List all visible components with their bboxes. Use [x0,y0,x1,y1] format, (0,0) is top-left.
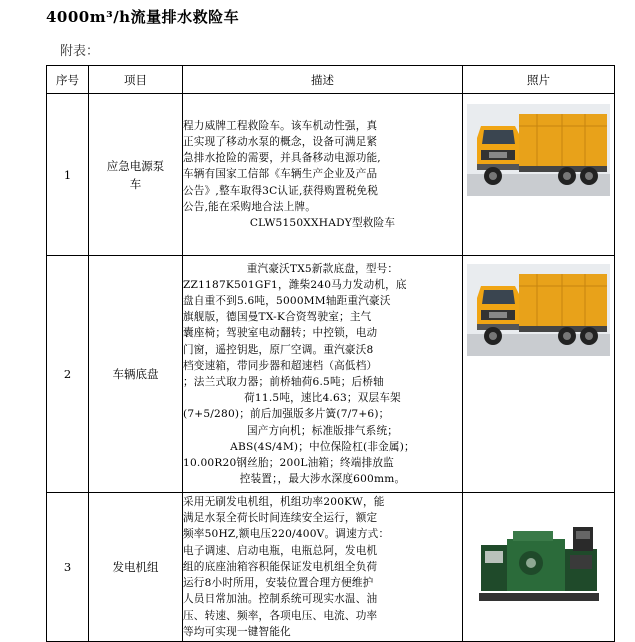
desc-line: 采用无刷发电机组，机组功率200KW，能 [183,496,385,509]
desc-line: 频率50HZ,额电压220/400V。调速方式： [183,528,390,541]
desc-line: 盘自重不到5.6吨，5000MM轴距重汽豪沃 [183,294,391,307]
table-row [47,256,615,493]
desc-line: 控装置；，最大涉水深度600mm。 [239,473,406,486]
row-index: 3 [47,493,89,642]
desc-line: 车辆有国家工信部《车辆生产企业及产品 [183,168,378,181]
desc-line: 程力威牌工程救险车。该车机动性强，真 [183,119,378,132]
header-item: 项目 [89,66,183,94]
table-row [47,493,615,642]
header-photo: 照片 [463,66,615,94]
desc-line: 运行8小时所用，安装位置合理方便维护 [183,577,374,590]
desc-line: 等均可实现一键智能化 [183,625,291,638]
desc-line: 人员日常加油。控制系统可现实水温、油 [183,593,378,606]
desc-line: 公告,能在采购地合法上牌。 [183,200,317,213]
desc-line: 囊座椅；驾驶室电动翻转；中控锁，电动 [183,327,378,340]
desc-line: ；法兰式取力器；前桥轴荷6.5吨；后桥轴 [183,376,384,388]
desc-line: CLW5150XXHADY型救险车 [249,217,396,229]
table-row [47,94,615,256]
desc-line: ABS(4S/4M)；中位保险杠(非金属)； [230,440,415,453]
truck-photo-icon [467,104,610,196]
row-item [89,94,183,256]
desc-line: 旗舰版，德国曼TX-K合资驾驶室；主气 [183,311,372,324]
table-header-row [47,66,615,94]
row-description [183,94,463,256]
attachment-label: 附表： [60,44,100,59]
desc-line: ZZ1187K501GF1，潍柴240马力发动机，底 [183,278,407,291]
row-index: 2 [47,256,89,493]
desc-line: 重汽豪沃TX5新款底盘，型号： [246,262,399,275]
spec-table [46,65,615,642]
desc-line: 压、转速、频率，各项电压、电流、功率 [183,609,378,622]
row-photo [463,493,615,642]
row-item-label: 发电机组 [112,560,159,574]
desc-line: 10.00R20钢丝胎；200L油箱；终端排放监 [183,457,394,470]
row-item-label: 应急电源泵车 [106,158,165,191]
header-index: 序号 [47,66,89,94]
desc-line: 正实现了移动水泵的概念，设备可满足紧 [183,135,378,148]
row-item-label: 车辆底盘 [112,367,159,381]
row-photo [463,94,615,256]
desc-line: 满足水泵全荷长时间连续安全运行，额定 [183,512,378,525]
desc-line: 急排水抢险的需要，并具备移动电源功能, [183,152,381,165]
page-title: 4000m³/h流量排水救险车 [46,8,240,26]
desc-line: 组的底座油箱容积能保证发电机组全负荷 [183,560,378,573]
header-description: 描述 [183,66,463,94]
row-item [89,256,183,493]
row-description [183,493,463,642]
desc-line: (7+5/280)；前后加强版多片簧(7/7+6)； [183,408,390,421]
desc-line: 档变速箱，带同步器和超速档（高低档） [183,359,378,372]
row-item [89,493,183,642]
generator-photo-icon [475,521,603,605]
desc-line: 门窗，遥控钥匙，原厂空调。重汽豪沃8 [183,343,374,356]
row-index: 1 [47,94,89,256]
row-description [183,256,463,493]
desc-line: 公告》,整车取得3C认证,获得购置税免税 [183,184,379,197]
row-photo [463,256,615,493]
desc-line: 国产方向机；标准版排气系统； [246,424,399,437]
desc-line: 荷11.5吨，速比4.63；双层车架 [244,392,401,405]
desc-line: 电子调速、启动电瓶，电瓶总阿，发电机 [183,544,378,557]
truck-photo-icon [467,264,610,356]
